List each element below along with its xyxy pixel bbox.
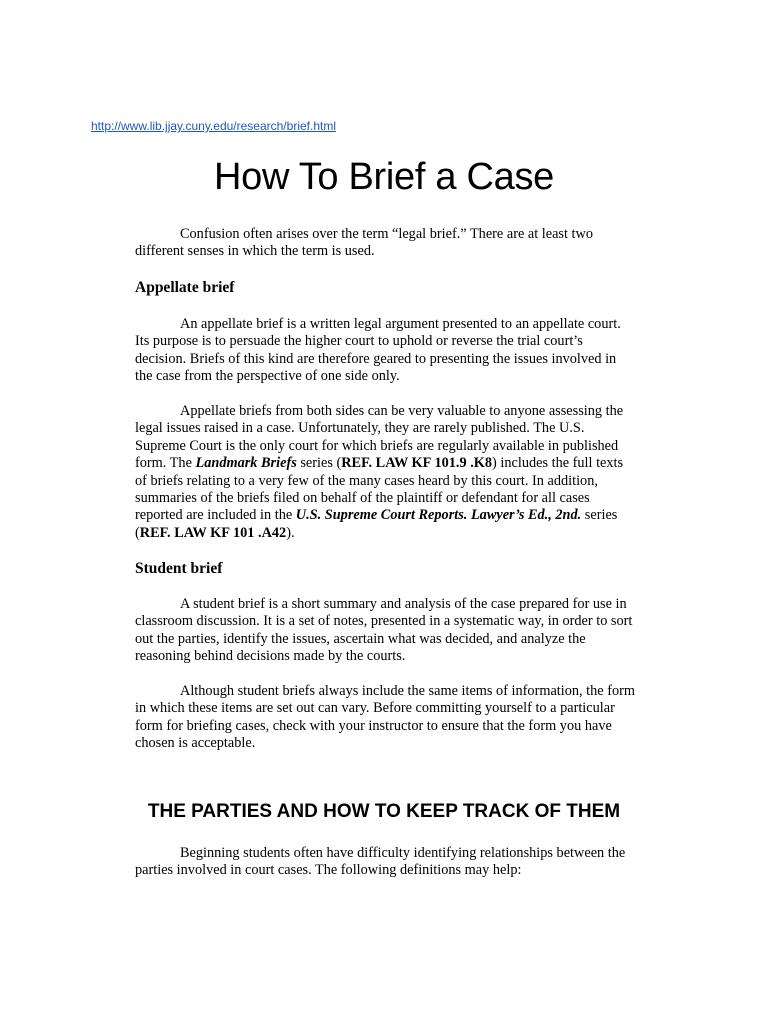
landmark-briefs-series: Landmark Briefs <box>195 455 297 472</box>
parties-paragraph-1: Beginning students often have difficulty identifying relationships between the parties involved in court cases. The following definitions may help: <box>135 845 626 879</box>
source-link[interactable]: http://www.lib.jjay.cuny.edu/research/brief.html <box>91 119 336 133</box>
appellate-brief-heading: Appellate brief <box>135 279 235 296</box>
text-run: series ( <box>135 507 618 541</box>
student-brief-heading: Student brief <box>135 560 223 577</box>
student-paragraph-2: Although student briefs always include the same items of information, the form in which these items are set out can vary. Before committing yourself to a particular form for briefing cases, check with your instructor to ensure that the form you have chosen is acceptable. <box>135 683 636 752</box>
intro-paragraph: Confusion often arises over the term “legal brief.” There are at least two different senses in which the term is used. <box>135 226 593 260</box>
appellate-paragraph-2 <box>135 403 635 542</box>
text-run: ). <box>286 524 295 541</box>
text-run: Appellate briefs from both sides can be very valuable to anyone assessing the legal issues raised in a case. Unfortunately, they are rarely published. The U.S. Supreme Court is the only court for which briefs are regularly available in published form. The <box>135 403 624 472</box>
parties-section-heading: THE PARTIES AND HOW TO KEEP TRACK OF THEM <box>147 801 621 822</box>
text-run: ) includes the full texts of briefs relating to a very few of the many cases heard by this court. In addition, summaries of the briefs filed on behalf of the plaintiff or defendant for all cases reported are included in the <box>135 455 624 524</box>
supreme-court-reports-series: U.S. Supreme Court Reports. Lawyer’s Ed., 2nd. <box>295 507 582 524</box>
call-number: REF. LAW KF 101.9 .K8 <box>341 455 493 472</box>
appellate-paragraph-1: An appellate brief is a written legal argument presented to an appellate court. Its purpose is to persuade the higher court to uphold or reverse the trial court’s decision. Briefs of this kind are therefore geared to presenting the issues involved in the case from the perspective of one side only. <box>135 316 621 385</box>
student-paragraph-1: A student brief is a short summary and analysis of the case prepared for use in classroom discussion. It is a set of notes, presented in a systematic way, in order to sort out the parties, identify the issues, ascertain what was decided, and analyze the reasoning behind decisions made by the courts. <box>135 596 633 665</box>
text-run: series ( <box>296 455 342 472</box>
page-title: How To Brief a Case <box>214 156 554 198</box>
call-number: REF. LAW KF 101 .A42 <box>139 524 287 541</box>
